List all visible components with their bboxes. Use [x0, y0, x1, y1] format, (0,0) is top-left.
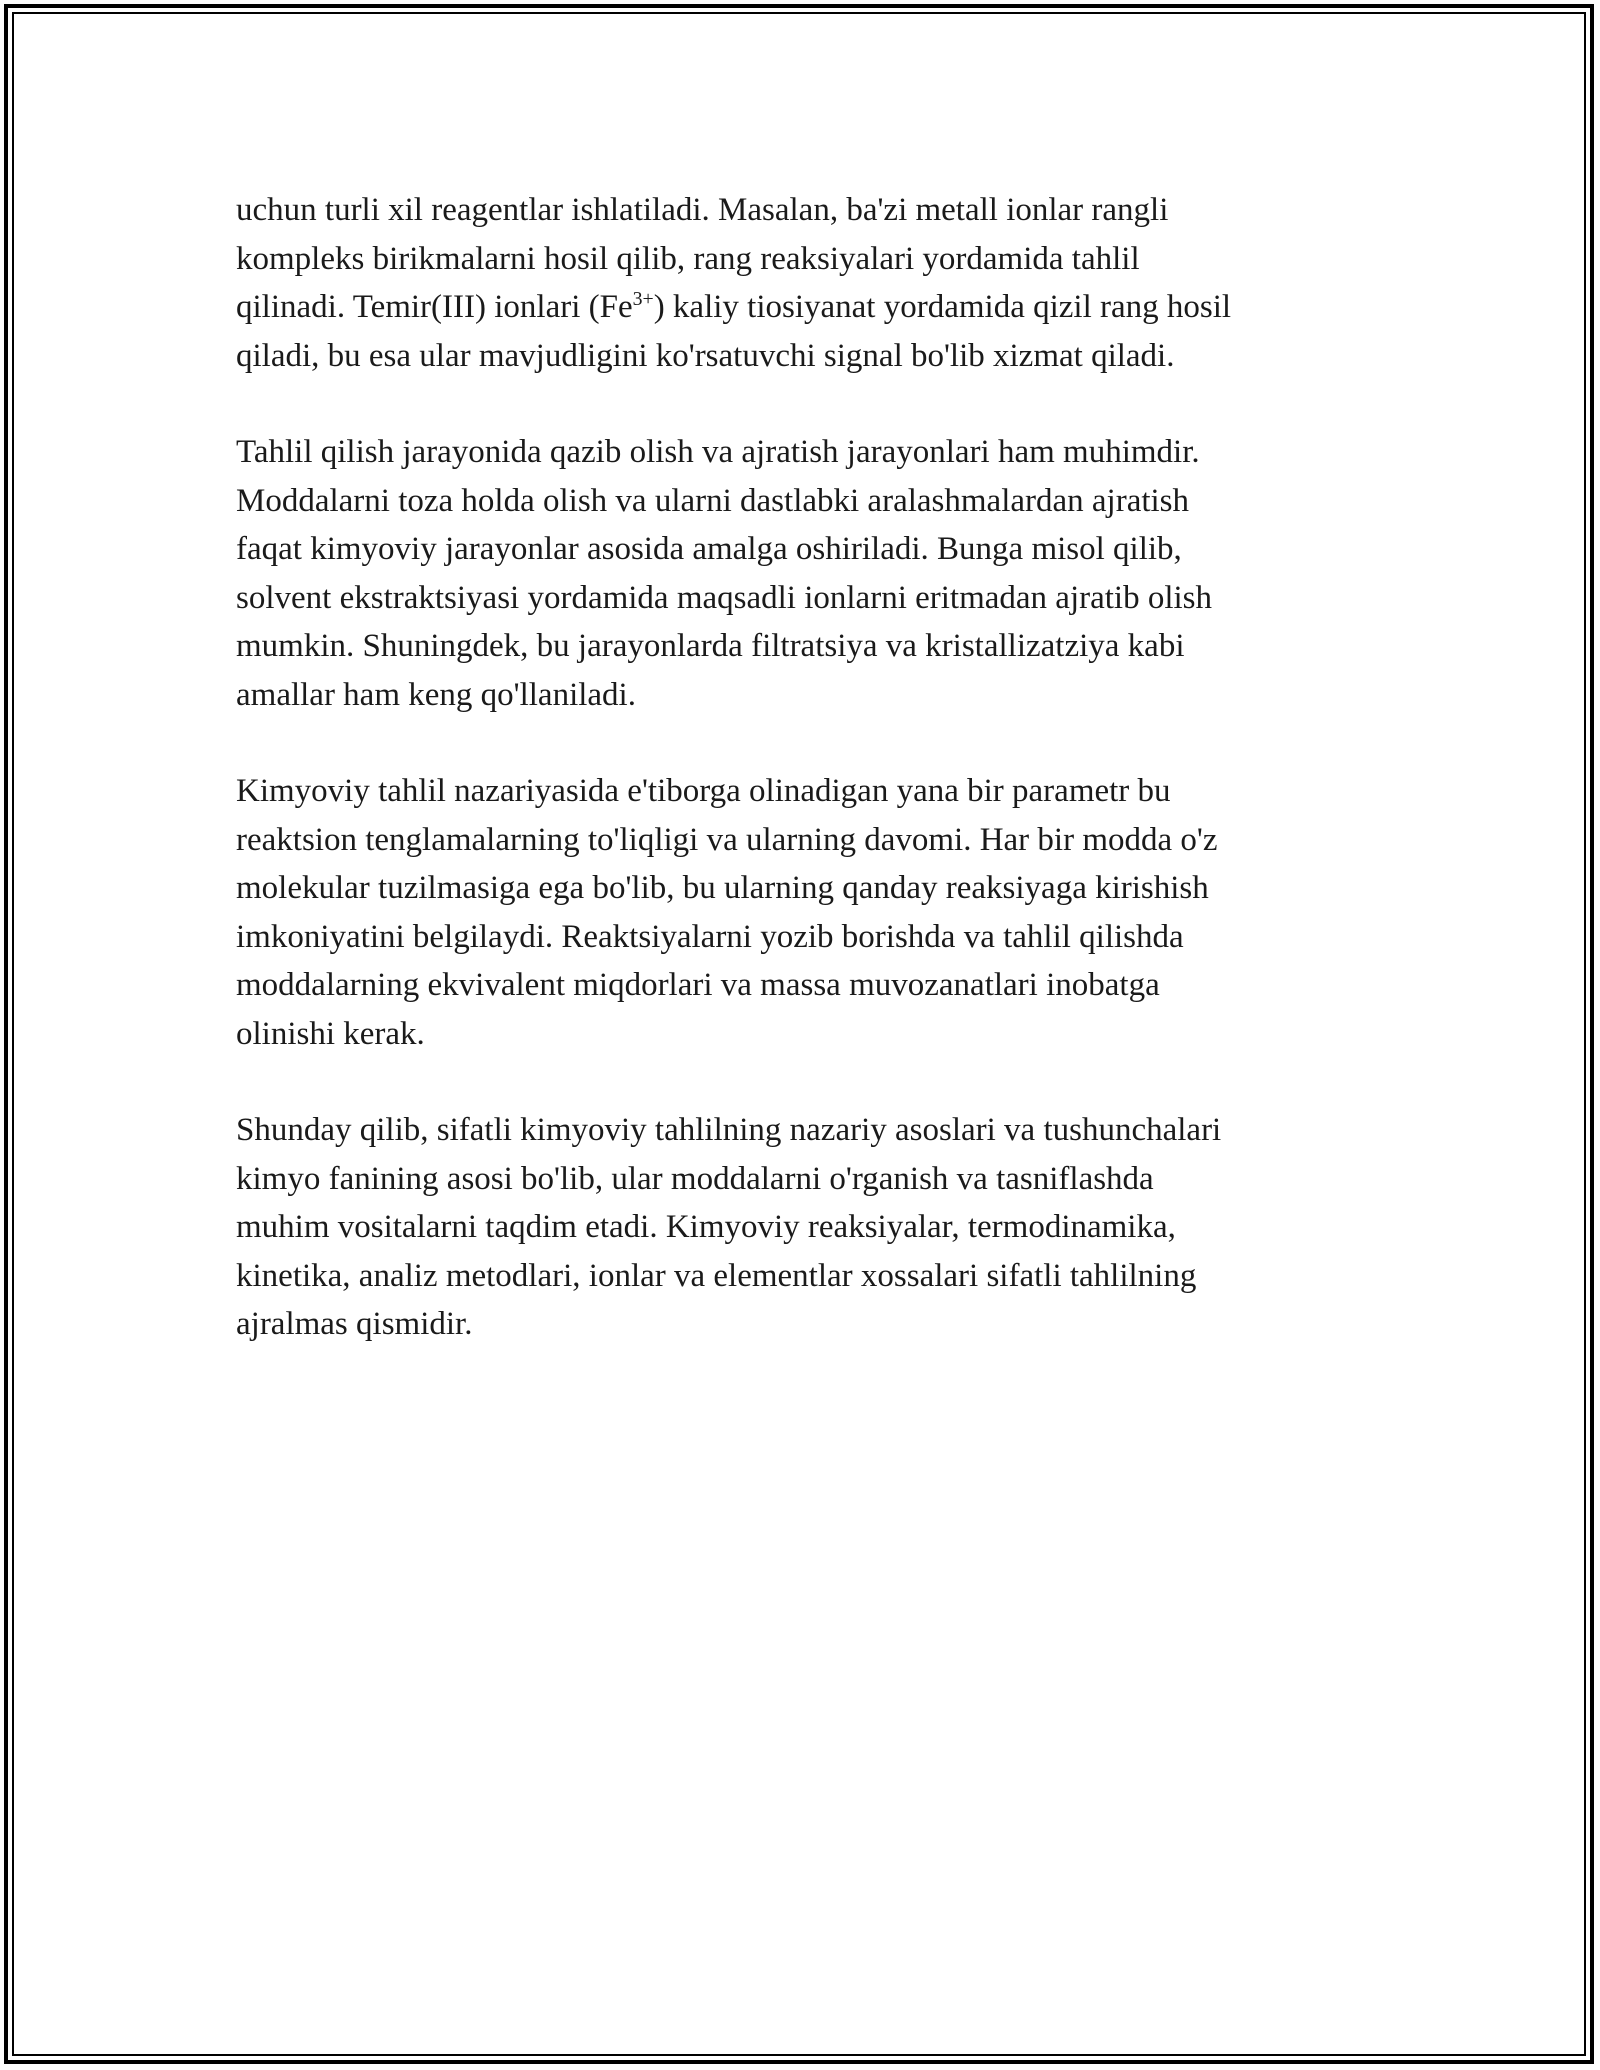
- paragraph-2: Tahlil qilish jarayonida qazib olish va ajratish jarayonlari ham muhimdir. Moddalarni toza holda olish va ularni dastlabki aralashmalardan ajratish faqat kimyoviy jarayonlar asosida amalga oshiriladi. Bunga misol qilib, solvent ekstraktsiyasi yordamida maqsadli ionlarni eritmadan ajratib olish mumkin. Shuningdek, bu jarayonlarda filtratsiya va kristallizatziya kabi amallar ham keng qo'llaniladi.: [236, 434, 1213, 713]
- paragraph-4: Shunday qilib, sifatli kimyoviy tahlilning nazariy asoslari va tushunchalari kimyo fanining asosi bo'lib, ular moddalarni o'rganish va tasniflashda muhim vositalarni taqdim etadi. Kimyoviy reaksiyalar, termodinamika, kinetika, analiz metodlari, ionlar va elementlar xossalari sifatli tahlilning ajralmas qismidir.: [236, 1112, 1222, 1342]
- superscript-charge: 3+: [632, 288, 654, 310]
- document-body: [236, 186, 1386, 1397]
- paragraph-1-line-3-end: ) kaliy tiosiyanat yordamida qizil rang hosil: [653, 289, 1232, 325]
- paragraph-1-line-2: kompleks birikmalarni hosil qilib, rang reaksiyalari yordamida tahlil: [236, 240, 1140, 277]
- paragraph-1: [236, 186, 1386, 380]
- paragraph-1-line-4: qiladi, bu esa ular mavjudligini ko'rsatuvchi signal bo'lib xizmat qiladi.: [236, 337, 1175, 374]
- paragraph-3: Kimyoviy tahlil nazariyasida e'tiborga olinadigan yana bir parametr bu reaktsion tenglamalarning to'liqligi va ularning davomi. Har bir modda o'z molekular tuzilmasiga ega bo'lib, bu ularning qanday reaksiyaga kirishish imkoniyatini belgilaydi. Reaktsiyalarni yozib borishda va tahlil qilishda moddalarning ekvivalent miqdorlari va massa muvozanatlari inobatga olinishi kerak.: [236, 773, 1218, 1052]
- paragraph-1-line-3-start: qilinadi. Temir(III) ionlari (Fe: [236, 289, 633, 325]
- paragraph-1-line-1: uchun turli xil reagentlar ishlatiladi. Masalan, ba'zi metall ionlar rangli: [236, 192, 1169, 228]
